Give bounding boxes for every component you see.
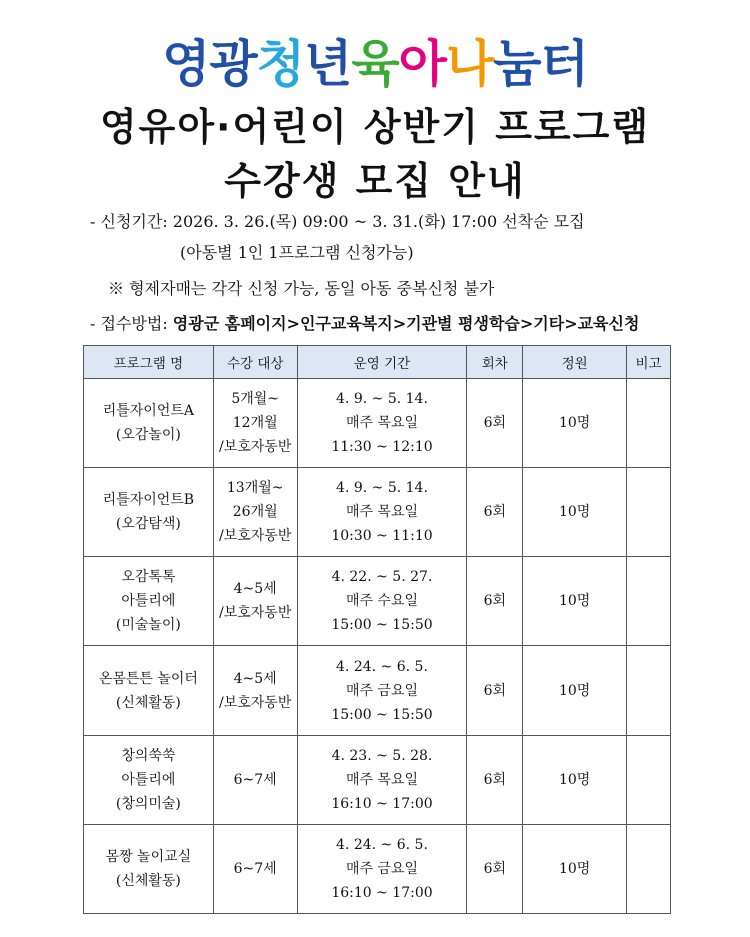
program-capacity: 10명: [523, 468, 627, 557]
program-name: 리틀자이언트A (오감놀이): [84, 379, 214, 468]
program-capacity: 10명: [523, 824, 627, 913]
application-method-label: - 접수방법:: [90, 314, 173, 333]
program-capacity: 10명: [523, 735, 627, 824]
table-header-row: [84, 346, 671, 379]
table-row: [84, 379, 671, 468]
program-name: 몸짱 놀이교실 (신체활동): [84, 824, 214, 913]
program-name: 창의쑥쑥 아틀리에 (창의미술): [84, 735, 214, 824]
table-row: [84, 468, 671, 557]
program-note: [627, 557, 671, 646]
program-note: [627, 646, 671, 735]
header-period: 운영 기간: [297, 346, 467, 379]
program-target: 6~7세: [213, 824, 297, 913]
program-sessions: 6회: [467, 735, 523, 824]
program-note: [627, 824, 671, 913]
sibling-note: ※ 형제자매는 각각 신청 가능, 동일 아동 중복신청 불가: [108, 279, 495, 298]
program-period: 4. 24. ~ 6. 5. 매주 금요일 15:00 ~ 15:50: [297, 646, 467, 735]
program-target: 5개월~ 12개월 /보호자동반: [213, 379, 297, 468]
program-capacity: 10명: [523, 379, 627, 468]
program-period: 4. 9. ~ 5. 14. 매주 목요일 10:30 ~ 11:10: [297, 468, 467, 557]
program-target: 13개월~ 26개월 /보호자동반: [213, 468, 297, 557]
logo-part: 육: [351, 35, 399, 93]
program-name: 온몸튼튼 놀이터 (신체활동): [84, 646, 214, 735]
program-capacity: 10명: [523, 557, 627, 646]
program-period: 4. 24. ~ 6. 5. 매주 금요일 16:10 ~ 17:00: [297, 824, 467, 913]
logo-part: 아: [398, 35, 446, 93]
table-row: [84, 735, 671, 824]
program-target: 4~5세 /보호자동반: [213, 646, 297, 735]
table-row: [84, 824, 671, 913]
application-period-note: (아동별 1인 1프로그램 신청가능): [180, 243, 414, 262]
program-capacity: 10명: [523, 646, 627, 735]
program-sessions: 6회: [467, 468, 523, 557]
logo-part: 영광: [162, 35, 257, 93]
program-period: 4. 23. ~ 5. 28. 매주 목요일 16:10 ~ 17:00: [297, 735, 467, 824]
logo-part: 청: [256, 35, 305, 93]
program-note: [627, 735, 671, 824]
header-target: 수강 대상: [213, 346, 297, 379]
application-method-value: 영광군 홈페이지>인구교육복지>기관별 평생학습>기타>교육신청: [172, 314, 640, 333]
table-row: [84, 646, 671, 735]
program-name: 오감톡톡 아틀리에 (미술놀이): [84, 557, 214, 646]
program-period: 4. 22. ~ 5. 27. 매주 수요일 15:00 ~ 15:50: [297, 557, 467, 646]
program-name: 리틀자이언트B (오감탐색): [84, 468, 214, 557]
page-title: 영유아·어린이 상반기 프로그램: [99, 105, 651, 149]
program-period: 4. 9. ~ 5. 14. 매주 목요일 11:30 ~ 12:10: [297, 379, 467, 468]
table-row: [84, 557, 671, 646]
logo-part: 눔터: [493, 35, 588, 93]
program-note: [627, 468, 671, 557]
program-sessions: 6회: [467, 557, 523, 646]
program-target: 6~7세: [213, 735, 297, 824]
program-note: [627, 379, 671, 468]
program-table: [83, 345, 671, 914]
header-program-name: 프로그램 명: [84, 346, 214, 379]
application-method: [90, 313, 639, 335]
logo-part: 나: [445, 35, 494, 93]
header-sessions: 회차: [467, 346, 523, 379]
program-sessions: 6회: [467, 824, 523, 913]
header-capacity: 정원: [523, 346, 627, 379]
program-target: 4~5세 /보호자동반: [213, 557, 297, 646]
logo-part: 년: [304, 35, 352, 93]
program-sessions: 6회: [467, 646, 523, 735]
page-subtitle: 수강생 모집 안내: [224, 159, 526, 203]
header-note: 비고: [627, 346, 671, 379]
logo: [0, 34, 750, 94]
program-sessions: 6회: [467, 379, 523, 468]
application-period: - 신청기간: 2026. 3. 26.(목) 09:00 ~ 3. 31.(화) 17:00 선착순 모집: [90, 212, 585, 231]
